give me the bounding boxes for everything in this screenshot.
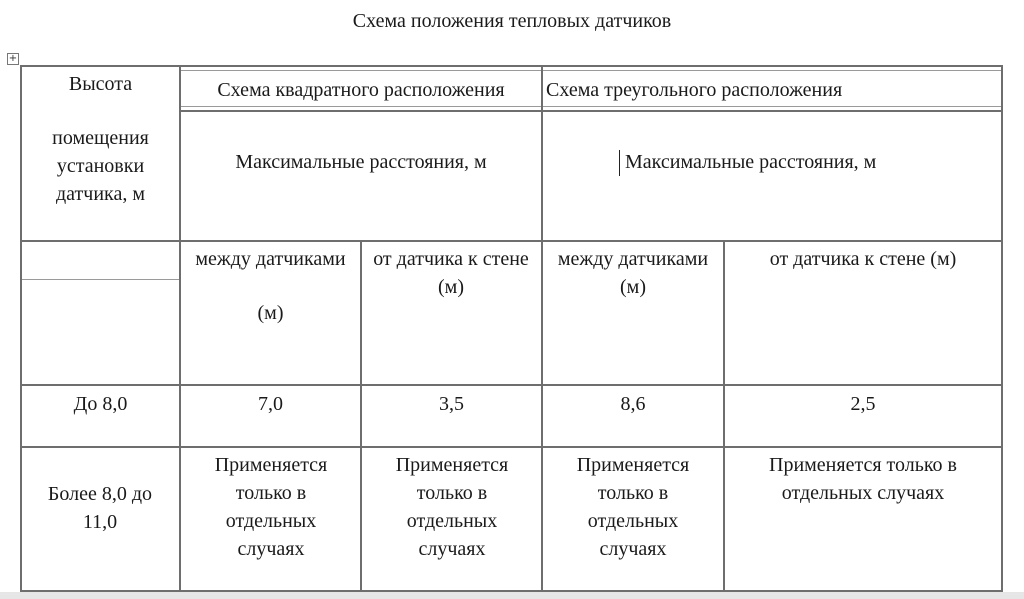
header-max-distances-triangle: Максимальные расстояния, м bbox=[625, 151, 877, 173]
subheader-sq-between-unit: (м) bbox=[257, 302, 284, 324]
subheader-tr-between: между датчиками (м) bbox=[557, 248, 709, 298]
row1-sq-wall: 3,5 bbox=[439, 393, 464, 415]
header-height bbox=[22, 70, 179, 208]
row1-tr-between: 8,6 bbox=[620, 393, 646, 415]
row2-height: Более 8,0 до 11,0 bbox=[47, 483, 153, 533]
bottom-scrollbar-strip bbox=[0, 592, 1024, 599]
text-cursor bbox=[619, 150, 620, 176]
row1-height: До 8,0 bbox=[73, 393, 128, 415]
header-height-line1: Высота bbox=[68, 73, 133, 95]
header-height-line2: помещения установки датчика, м bbox=[52, 127, 149, 205]
header-scheme-square: Схема квадратного расположения bbox=[217, 79, 505, 101]
row2-tr-wall: Применяется только в отдельных случаях bbox=[769, 454, 957, 504]
header-scheme-triangle: Схема треугольного расположения bbox=[546, 79, 843, 101]
subheader-sq-between-text: между датчиками bbox=[195, 248, 346, 270]
subheader-sq-between bbox=[181, 245, 360, 327]
header-max-distances-square: Максимальные расстояния, м bbox=[235, 151, 487, 173]
row2-sq-wall: Применяется только в отдельных случаях bbox=[395, 454, 509, 560]
row1-tr-wall: 2,5 bbox=[850, 393, 876, 415]
row2-tr-between: Применяется только в отдельных случаях bbox=[576, 454, 690, 560]
row1-sq-between: 7,0 bbox=[258, 393, 283, 415]
page-title: Схема положения тепловых датчиков bbox=[352, 10, 672, 32]
subheader-tr-wall: от датчика к стене (м) bbox=[769, 248, 957, 270]
row2-sq-between: Применяется только в отдельных случаях bbox=[214, 454, 328, 560]
table-move-handle-icon[interactable]: + bbox=[8, 53, 18, 64]
subheader-sq-wall: от датчика к стене (м) bbox=[373, 248, 529, 298]
